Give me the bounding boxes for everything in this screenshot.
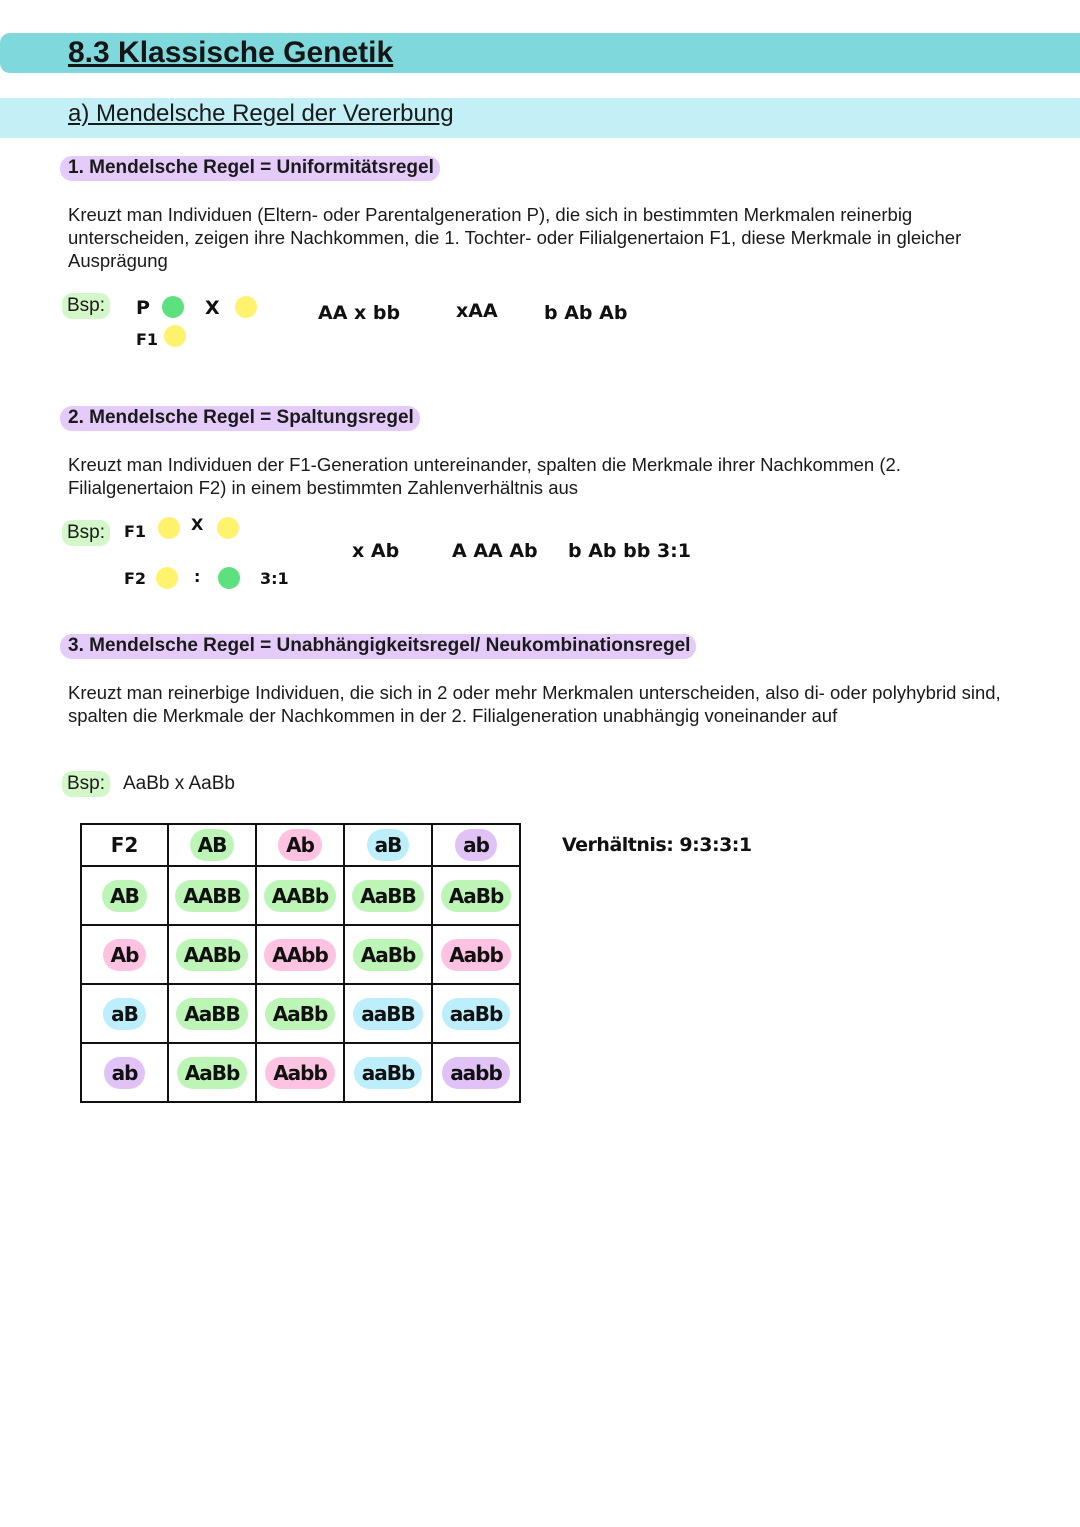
- genotype-cell: [344, 984, 432, 1043]
- punnett-row: [81, 866, 520, 925]
- rule1-p-label: P: [136, 297, 150, 319]
- rule2-text: Kreuzt man Individuen der F1-Generation untereinander, spalten die Merkmale ihrer Nachkommen (2. Filialgenertaion F2) in einem bestimmten Zahlenverhältnis aus: [68, 454, 901, 498]
- genotype-label: Aabb: [441, 939, 511, 971]
- punnett-col-header: [432, 824, 520, 866]
- punnett-row-header: [81, 1043, 168, 1102]
- gamete-label: ab: [104, 1057, 146, 1089]
- rule3-cross: AaBb x AaBb: [123, 773, 235, 794]
- yellow-pea-dot: [217, 517, 239, 539]
- rule1-cross-symbol: X: [205, 297, 220, 319]
- rule2-f1-label: F1: [124, 522, 147, 541]
- yellow-pea-dot: [158, 517, 180, 539]
- punnett-row-header: [81, 925, 168, 984]
- punnett-header-row: [81, 824, 520, 866]
- genotype-cell: [256, 866, 344, 925]
- genotype-cell: [256, 925, 344, 984]
- genotype-cell: [256, 984, 344, 1043]
- genotype-label: AABb: [176, 939, 249, 971]
- genotype-label: Aabb: [265, 1057, 335, 1089]
- rule2-colon: :: [194, 567, 201, 586]
- genotype-label: AAbb: [264, 939, 336, 971]
- rule1-note-1: AA x bb: [318, 302, 401, 324]
- genotype-cell: [432, 866, 520, 925]
- genotype-cell: [256, 1043, 344, 1102]
- genotype-label: aaBb: [442, 998, 511, 1030]
- rule2-note-1: x Ab: [352, 540, 400, 562]
- genotype-label: AABb: [264, 880, 337, 912]
- yellow-pea-dot: [156, 567, 178, 589]
- gamete-label: AB: [102, 880, 147, 912]
- rule1-example-label: Bsp:: [62, 293, 110, 319]
- genotype-label: AABB: [175, 880, 248, 912]
- genotype-cell: [344, 1043, 432, 1102]
- punnett-col-header: [256, 824, 344, 866]
- genotype-cell: [432, 1043, 520, 1102]
- genotype-cell: [432, 925, 520, 984]
- rule2-ratio: 3:1: [260, 569, 289, 588]
- gamete-label: aB: [367, 829, 410, 861]
- genotype-label: aabb: [442, 1057, 510, 1089]
- genotype-cell: [168, 1043, 256, 1102]
- main-heading: 8.3 Klassische Genetik: [68, 36, 394, 69]
- punnett-col-header: [344, 824, 432, 866]
- rule2-note-3: b Ab bb 3:1: [568, 540, 691, 562]
- rule1-title: 1. Mendelsche Regel = Uniformitätsregel: [60, 156, 440, 181]
- genotype-label: AaBb: [177, 1057, 248, 1089]
- gamete-label: Ab: [103, 939, 147, 971]
- punnett-row: [81, 925, 520, 984]
- genotype-cell: [168, 984, 256, 1043]
- rule1-note-2: xAA: [456, 300, 498, 322]
- rule2-title: 2. Mendelsche Regel = Spaltungsregel: [60, 406, 420, 431]
- rule2-example-label: Bsp:: [62, 520, 110, 546]
- ratio-note: Verhältnis: 9:3:3:1: [562, 834, 752, 856]
- genotype-label: aaBB: [353, 998, 422, 1030]
- genotype-label: aaBb: [354, 1057, 423, 1089]
- rule2-f2-label: F2: [124, 569, 147, 588]
- genotype-label: AaBB: [176, 998, 247, 1030]
- punnett-row-header: [81, 984, 168, 1043]
- yellow-pea-dot: [235, 296, 257, 318]
- punnett-square: [80, 823, 521, 1103]
- green-pea-dot: [218, 567, 240, 589]
- rule3-example-label: Bsp:: [62, 771, 110, 797]
- punnett-col-header: [168, 824, 256, 866]
- green-pea-dot: [162, 296, 184, 318]
- genotype-label: AaBb: [353, 939, 424, 971]
- rule3-title: 3. Mendelsche Regel = Unabhängigkeitsregel/ Neukombinationsregel: [60, 634, 696, 659]
- punnett-row: [81, 1043, 520, 1102]
- gamete-label: aB: [103, 998, 146, 1030]
- yellow-pea-dot: [164, 325, 186, 347]
- genotype-cell: [344, 925, 432, 984]
- genotype-cell: [432, 984, 520, 1043]
- punnett-row-header: [81, 866, 168, 925]
- gamete-label: ab: [455, 829, 497, 861]
- rule1-note-3: b Ab Ab: [544, 302, 628, 324]
- rule2-cross-symbol: X: [191, 515, 204, 534]
- punnett-corner-cell: [81, 824, 168, 866]
- genotype-cell: [168, 925, 256, 984]
- rule1-text: Kreuzt man Individuen (Eltern- oder Parentalgeneration P), die sich in bestimmten Merkmalen reinerbig unterscheiden, zeigen ihre Nachkommen, die 1. Tochter- oder Filialgenertaion F1, diese Merkmale in gleicher Ausprägung: [68, 204, 962, 271]
- genotype-cell: [344, 866, 432, 925]
- punnett-row: [81, 984, 520, 1043]
- rule1-f1-label: F1: [136, 330, 159, 349]
- genotype-label: AaBb: [265, 998, 336, 1030]
- punnett-corner-label: F2: [110, 833, 139, 857]
- genotype-label: AaBb: [441, 880, 512, 912]
- genotype-cell: [168, 866, 256, 925]
- gamete-label: Ab: [278, 829, 322, 861]
- gamete-label: AB: [190, 829, 235, 861]
- rule2-note-2: A AA Ab: [452, 540, 538, 562]
- section-heading: a) Mendelsche Regel der Vererbung: [68, 100, 454, 127]
- genotype-label: AaBB: [352, 880, 423, 912]
- rule3-text: Kreuzt man reinerbige Individuen, die sich in 2 oder mehr Merkmalen unterscheiden, also di- oder polyhybrid sind, spalten die Merkmale der Nachkommen in der 2. Filialgeneration unabhängig voneinander auf: [68, 682, 1001, 726]
